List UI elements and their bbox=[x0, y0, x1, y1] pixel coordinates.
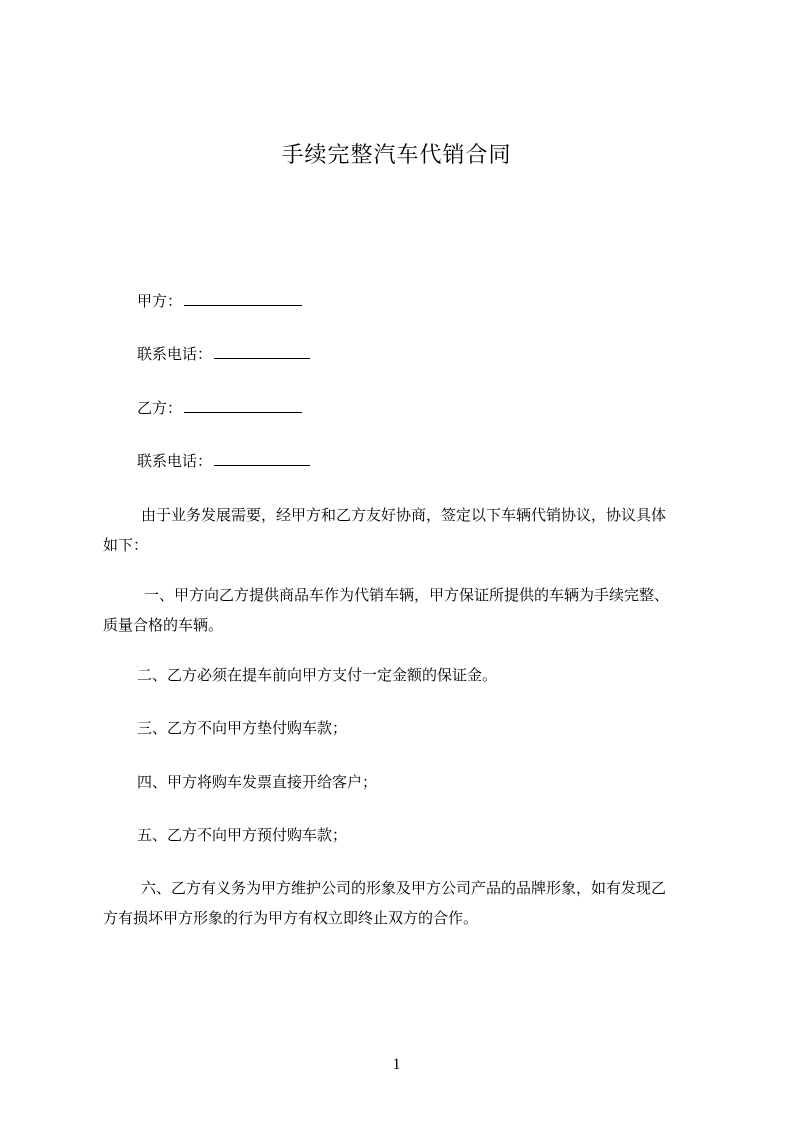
clause-4-line-1: 四、甲方将购车发票直接开给客户； bbox=[137, 773, 378, 791]
clause-6-line-1: 六、乙方有义务为甲方维护公司的形象及甲方公司产品的品牌形象，如有发现乙 bbox=[141, 879, 667, 897]
party-a-blank[interactable] bbox=[184, 290, 302, 306]
clause-3 bbox=[103, 713, 703, 743]
clause-3-line-1: 三、乙方不向甲方垫付购车款； bbox=[137, 719, 348, 737]
intro-line-2: 如下： bbox=[103, 536, 149, 554]
party-a-phone-field bbox=[137, 343, 310, 365]
clause-6 bbox=[103, 873, 703, 933]
party-a-field bbox=[137, 290, 302, 312]
clause-4 bbox=[103, 767, 703, 797]
document-title: 手续完整汽车代销合同 bbox=[281, 143, 512, 168]
clause-5 bbox=[103, 820, 703, 850]
party-b-label: 乙方： bbox=[137, 399, 183, 417]
clause-1-line-2: 质量合格的车辆。 bbox=[103, 616, 224, 634]
intro-line-1: 由于业务发展需要，经甲方和乙方友好协商，签定以下车辆代销协议，协议具体 bbox=[141, 506, 667, 524]
clause-5-line-1: 五、乙方不向甲方预付购车款； bbox=[137, 826, 348, 844]
clause-2-line-1: 二、乙方必须在提车前向甲方支付一定金额的保证金。 bbox=[137, 666, 498, 684]
party-a-phone-blank[interactable] bbox=[214, 343, 310, 359]
party-b-phone-label: 联系电话： bbox=[137, 452, 213, 470]
party-b-phone-field bbox=[137, 450, 310, 472]
clause-1 bbox=[103, 580, 703, 640]
party-a-label: 甲方： bbox=[137, 292, 183, 310]
clause-6-line-2: 方有损坏甲方形象的行为甲方有权立即终止双方的合作。 bbox=[103, 909, 479, 927]
page-number: 1 bbox=[392, 1056, 401, 1073]
party-b-phone-blank[interactable] bbox=[214, 450, 310, 466]
party-b-blank[interactable] bbox=[184, 397, 302, 413]
party-b-field bbox=[137, 397, 302, 419]
clause-2 bbox=[103, 660, 703, 690]
party-a-phone-label: 联系电话： bbox=[137, 345, 213, 363]
clause-1-line-1: 一、甲方向乙方提供商品车作为代销车辆，甲方保证所提供的车辆为手续完整、 bbox=[144, 586, 670, 604]
intro-paragraph bbox=[103, 500, 703, 560]
